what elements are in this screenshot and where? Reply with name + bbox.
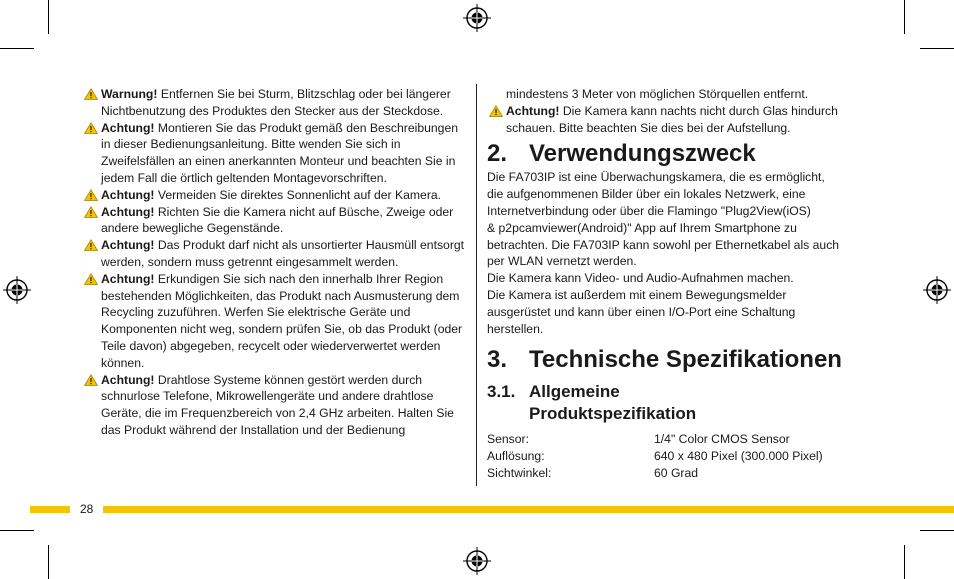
warning-label: Warnung! [101,87,158,101]
warning-label: Achtung! [101,372,155,387]
crop-mark [904,545,905,579]
crop-mark [0,530,34,531]
warning-triangle-icon [84,374,98,386]
warning-item [84,372,468,439]
spec-key: Sensor: [487,432,530,447]
section-heading [487,345,865,375]
continuation-text: mindestens 3 Meter von möglichen Störquellen entfernt. [506,87,809,101]
registration-mark-icon [463,547,491,575]
warning-triangle-icon [84,88,98,100]
warning-triangle-icon [84,189,98,201]
section-title: Verwendungszweck [529,140,756,168]
warning-item [487,103,865,137]
crop-mark [0,48,34,49]
warning-label: Achtung! [101,204,155,219]
column-divider [476,84,477,486]
subsection-title-line: Produktspezifikation [529,404,697,424]
warning-text: Die Kamera kann nachts nicht durch Glas hindurch schauen. Bitte beachten Sie dies bei der Aufstellung. [506,103,838,135]
warning-text: Vermeiden Sie direktes Sonnenlicht auf der Kamera. [157,187,442,202]
warning-item [84,86,468,120]
warning-text: Drahtlose Systeme können gestört werden durch schnurlose Telefone, Mikrowellengeräte und andere drahtlose Geräte, die im Frequenzbereich von 2,4 GHz arbeiten. Halten Sie das Produkt während der Installation und der Bedienung [101,372,454,437]
body-line: betrachten. Die FA703IP kann sowohl per Ethernetkabel als auch [487,237,840,252]
footer-accent-bar [103,506,954,513]
left-column [84,86,468,439]
warning-text: Das Produkt darf nicht als unsortierter Hausmüll entsorgt werden, sondern muss getrennt eingesammelt werden. [101,238,465,269]
right-column [487,86,865,482]
subsection-title-line: Allgemeine [529,382,620,402]
registration-mark-icon [3,276,31,304]
spec-key: Auflösung: [487,449,545,464]
crop-mark [48,0,49,34]
crop-mark [920,48,954,49]
body-line: Die Kamera ist außerdem mit einem Bewegungsmelder [487,287,787,302]
warning-item [84,271,468,372]
warning-triangle-icon [84,273,98,285]
section-number: 3. [487,346,508,374]
warning-triangle-icon [84,239,98,251]
registration-mark-icon [463,4,491,32]
registration-mark-icon [923,276,951,304]
spec-row [487,448,865,465]
crop-mark [48,545,49,579]
spec-row [487,431,865,448]
warning-label: Achtung! [506,103,560,118]
body-line: per WLAN vernetzt werden. [487,254,637,269]
subsection-heading [487,381,865,425]
body-line: Die Kamera kann Video- und Audio-Aufnahmen machen. [487,271,794,286]
warning-label: Achtung! [101,187,155,202]
spec-value: 60 Grad [654,465,699,480]
warning-label: Achtung! [101,238,155,253]
warning-triangle-icon [489,105,503,117]
warning-item [84,237,468,271]
spec-row [487,465,865,482]
spec-value: 1/4" Color CMOS Sensor [654,432,790,447]
crop-mark [904,0,905,34]
spec-key: Sichtwinkel: [487,465,552,480]
section-title: Technische Spezifikationen [529,346,842,374]
warning-label: Achtung! [101,120,155,135]
body-line: Internetverbindung oder über die Flamingo "Plug2View(iOS) [487,203,811,218]
page-number: 28 [80,502,94,516]
section-body [487,169,865,337]
warning-text: Entfernen Sie bei Sturm, Blitzschlag oder bei längerer Nichtbenutzung des Produktes den Stecker aus der Steckdose. [101,87,451,118]
crop-mark [920,530,954,531]
warning-text: Montieren Sie das Produkt gemäß den Beschreibungen in dieser Bedienungsanleitung. Bitte wenden Sie sich in Zweifelsfällen an einen anerkannten Monteur und beachten Sie in jedem Fall die örtlich geltenden Montagevorschriften. [101,120,459,185]
warning-item [84,120,468,187]
warning-triangle-icon [84,122,98,134]
spec-table [487,431,865,481]
warning-text: Richten Sie die Kamera nicht auf Büsche, Zweige oder andere bewegliche Gegenstände. [101,204,454,236]
warning-item [84,204,468,238]
subsection-number: 3.1. [487,382,516,402]
warning-label: Achtung! [101,271,155,286]
body-line: ausgerüstet und kann über einen I/O-Port eine Schaltung [487,304,796,319]
body-line: & p2pcamviewer(Android)" App auf Ihrem Smartphone zu [487,220,797,235]
body-line: herstellen. [487,321,544,336]
section-number: 2. [487,140,508,168]
section-heading [487,139,865,169]
spec-value: 640 x 480 Pixel (300.000 Pixel) [654,449,823,464]
footer-accent-bar [30,506,70,513]
warning-triangle-icon [84,206,98,218]
body-line: die aufgenommenen Bilder über ein lokales Netzwerk, eine [487,187,806,202]
warning-text: Erkundigen Sie sich nach den innerhalb Ihrer Region bestehenden Möglichkeiten, das Produkt nach Ausmusterung dem Recycling zuzuführen. Werfen Sie elektrische Geräte und Komponenten nicht weg, sondern prüfen Sie, ob das Produkt (oder Teile davon) abgegeben, recycelt oder wiederverwertet werden können. [101,271,463,370]
body-line: Die FA703IP ist eine Überwachungskamera, die es ermöglicht, [487,170,825,185]
warning-item [84,187,468,204]
